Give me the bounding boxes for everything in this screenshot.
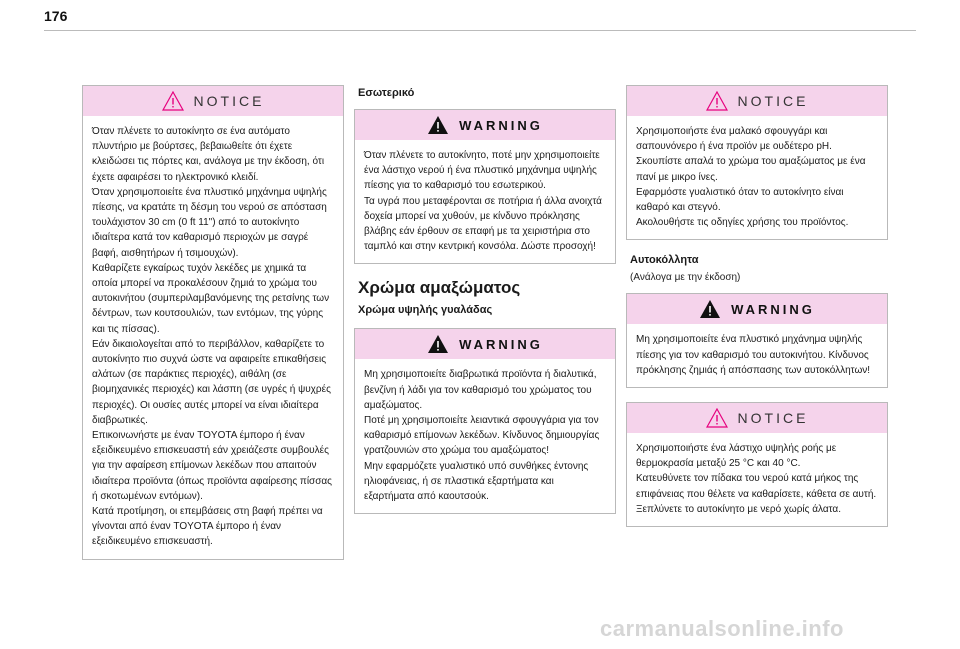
notice-header [627, 86, 887, 116]
notice-box-stickers [626, 402, 888, 527]
paint-heading: Χρώμα αμαξώματος [358, 278, 521, 298]
warning-header [355, 329, 615, 359]
notice-paragraph: Σκουπίστε απαλά το χρώμα του αμαξώματος με ένα πανί με μικρο ίνες. [636, 156, 866, 183]
notice-triangle-icon [162, 91, 184, 111]
column-left [82, 85, 344, 574]
notice-paragraph: Επικοινωνήστε με έναν TOYOTA έμπορο ή έναν εξειδικευμένο επισκευαστή εάν χρειάζεστε συμβουλές για την αφαίρεση επίμονων λεκέδων που απαιτούν ιδιαίτερα προϊόντα (όπως προϊόντα αφαίρεσης πίσσας ή σκοτωμένων εντόμων). [92, 430, 332, 502]
column-right [626, 85, 888, 541]
notice-box [82, 85, 344, 560]
notice-header [627, 403, 887, 433]
notice-triangle-icon [706, 91, 728, 111]
notice-title: NOTICE [193, 93, 265, 109]
notice-header [83, 86, 343, 116]
warning-paragraph: Μη χρησιμοποιείτε διαβρωτικά προϊόντα ή διαλυτικά, βενζίνη ή λάδι για τον καθαρισμό του χρώματος του αμαξώματος. [364, 369, 597, 411]
notice-triangle-icon [706, 408, 728, 428]
column-middle [354, 85, 616, 528]
interior-title: Εσωτερικό [358, 87, 415, 99]
warning-box-stickers [626, 293, 888, 388]
notice-body [627, 433, 887, 526]
warning-paragraph: Μην εφαρμόζετε γυαλιστικό υπό συνθήκες έντονης ηλιοφάνειας, ή σε πλαστικά εξαρτήματα και εξαρτήματα από καουτσούκ. [364, 460, 589, 503]
notice-box-paint-care [626, 85, 888, 240]
warning-triangle-icon [427, 334, 449, 354]
paint-subheading: Χρώμα υψηλής γυαλάδας [358, 304, 493, 317]
warning-title: WARNING [731, 301, 815, 317]
warning-box-interior [354, 109, 616, 264]
notice-paragraph: Χρησιμοποιήστε ένα μαλακό σφουγγάρι και σαπουνόνερο ή ένα προϊόν με ουδέτερο pH. [636, 126, 832, 153]
notice-title: NOTICE [737, 410, 809, 427]
top-rule [44, 30, 916, 31]
notice-paragraph: Εφαρμόστε γυαλιστικό όταν το αυτοκίνητο είναι καθαρό και στεγνό. [636, 186, 844, 214]
warning-paragraph: Όταν πλένετε το αυτοκίνητο, ποτέ μην χρησιμοποιείτε ένα λάστιχο νερού ή ένα πλυστικό μηχάνημα υψηλής πίεσης για το καθαρισμό του εσωτερικού. [364, 150, 600, 192]
notice-paragraph: Κατά προτίμηση, οι επεμβάσεις στη βαφή πρέπει να γίνονται από έναν TOYOTA έμπορο ή έναν εξειδικευμένο επισκευαστή. [92, 506, 323, 548]
notice-paragraph: Καθαρίζετε εγκαίρως τυχόν λεκέδες με χημικά τα οποία μπορεί να προκαλέσουν ζημιά το χρώμα του αυτοκινήτου (συμπεριλαμβανόμενης της ρετσίνης των δέντρων, των κουτσουλιών, των εντόμων, της γύρης και τις πίσσας). [92, 262, 330, 335]
notice-body [83, 116, 343, 559]
warning-paragraph: Ποτέ μη χρησιμοποιείτε λειαντικά σφουγγάρια για τον καθαρισμό επίμονων λεκέδων. Κίνδυνος δημιουργίας γρατζουνιών στο χρώμα του αμαξώματος! [364, 415, 600, 457]
notice-paragraph: Ακολουθήστε τις οδηγίες χρήσης του προϊόντος. [636, 217, 849, 229]
notice-paragraph: Κατευθύνετε τον πίδακα του νερού κατά μήκος της επιφάνειας που θέλετε να καθαρίσετε, κάθετα σε αυτή. [636, 473, 877, 500]
notice-paragraph: Ξεπλύνετε το αυτοκίνητο με νερό χωρίς άλατα. [636, 503, 841, 515]
watermark: carmanualsonline.info [600, 616, 844, 641]
warning-title: WARNING [459, 336, 543, 352]
notice-title: NOTICE [737, 93, 809, 109]
warning-paragraph: Μη χρησιμοποιείτε ένα πλυστικό μηχάνημα υψηλής πίεσης για τον καθαρισμό του αυτοκινήτου. Κίνδυνος πρόκλησης ζημιάς ή απόσπασης των αυτοκόλλητων! [636, 334, 871, 376]
warning-body [355, 359, 615, 513]
warning-paragraph: Τα υγρά που μεταφέρονται σε ποτήρια ή άλλα ανοιχτά δοχεία μπορεί να χυθούν, με κίνδυνο πρόκλησης βλάβης εάν έρθουν σε επαφή με τα χειριστήρια στο ταμπλό και στην κεντρική κονσόλα. Δώστε προσοχή! [364, 195, 602, 253]
warning-body [627, 324, 887, 387]
notice-paragraph: Εάν δικαιολογείται από το περιβάλλον, καθαρίζετε το αυτοκίνητο πιο συχνά ώστε να αφαιρείτε επικαθήσεις αλάτων (σε παράκτιες περιοχές), αιθάλη (σε βιομηχανικές περιοχές) και λάσπη (σε υγρές ή ψυχρές περιοχές). Οι ουσίες αυτές μπορεί να είναι ιδιαίτερα διαβρωτικές. [92, 338, 331, 426]
notice-paragraph: Όταν πλένετε το αυτοκίνητο σε ένα αυτόματο πλυντήριο με βούρτσες, βεβαιωθείτε ότι έχετε κλειδώσει τις πόρτες και, ανάλογα με την έκδοση, ότι έχετε αφαιρέσει το ηλεκτρονικό κλειδί. [92, 126, 325, 183]
warning-title: WARNING [459, 117, 543, 133]
stickers-note: (Ανάλογα με την έκδοση) [630, 272, 741, 284]
warning-header [355, 110, 615, 140]
warning-body [355, 140, 615, 263]
warning-header [627, 294, 887, 324]
notice-paragraph: Χρησιμοποιήστε ένα λάστιχο υψηλής ροής με θερμοκρασία μεταξύ 25 °C και 40 °C. [636, 443, 837, 470]
warning-triangle-icon [699, 299, 721, 319]
stickers-title: Αυτοκόλλητα [630, 254, 699, 267]
notice-body [627, 116, 887, 239]
warning-triangle-icon [427, 115, 449, 135]
page-number: 176 [44, 8, 68, 24]
notice-paragraph: Όταν χρησιμοποιείτε ένα πλυστικό μηχάνημα υψηλής πίεσης, να κρατάτε τη δέσμη του νερού σε απόσταση τουλάχιστον 30 cm (0 ft 11") από το αυτοκίνητο ιδιαίτερα κατά τον καθαρισμό περιοχών με σαγρέ βαφή, αισθητήρων ή τσιμουχών). [92, 186, 327, 259]
warning-box-paint [354, 328, 616, 514]
